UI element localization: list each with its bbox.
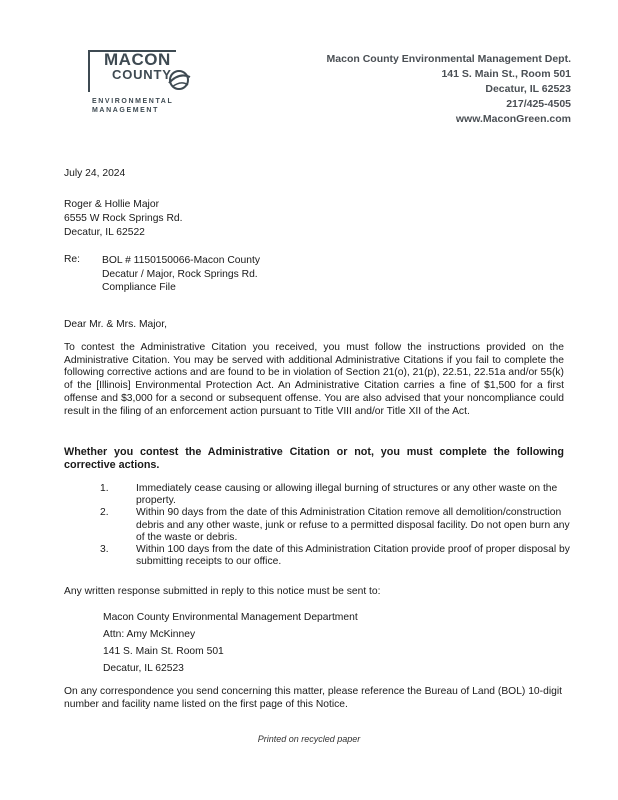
recipient-address	[64, 198, 182, 240]
list-item	[100, 507, 570, 544]
logo-subtitle	[92, 97, 173, 115]
globe-swirl-icon	[166, 68, 192, 92]
footer-recycled-note: Printed on recycled paper	[257, 734, 361, 744]
re-line-site: Decatur / Major, Rock Springs Rd.	[102, 268, 258, 280]
re-line-bol: BOL # 1150150066-Macon County	[102, 255, 260, 266]
logo-environmental-text: ENVIRONMENTAL	[92, 98, 174, 105]
response-instructions: Any written response submitted in reply to this notice must be sent to:	[64, 586, 381, 597]
logo-macon-text: MACON	[104, 50, 171, 69]
list-item-text: Within 100 days from the date of this Administration Citation provide proof of proper disposal by submitting receipts to our office.	[136, 544, 570, 568]
re-subject	[102, 254, 260, 295]
recipient-city: Decatur, IL 62522	[64, 227, 145, 238]
logo-county-text: COUNTY	[112, 67, 172, 82]
response-street: 141 S. Main St. Room 501	[103, 646, 224, 657]
re-label: Re:	[64, 254, 81, 265]
list-item-number: 1.	[100, 483, 109, 494]
salutation: Dear Mr. & Mrs. Major,	[64, 319, 167, 330]
re-line-file: Compliance File	[102, 282, 176, 293]
recipient-street: 6555 W Rock Springs Rd.	[64, 213, 183, 224]
list-item-text: Within 90 days from the date of this Administration Citation remove all demolition/construction debris and any other waste, junk or refuse to a permitted disposal facility. Do not open burn any of the waste or debris.	[136, 507, 570, 543]
logo-management-text: MANAGEMENT	[92, 107, 159, 114]
list-item	[100, 544, 570, 568]
letterhead-web: www.MaconGreen.com	[455, 113, 571, 125]
letter-date: July 24, 2024	[64, 168, 126, 179]
response-address	[103, 609, 358, 677]
list-item	[100, 483, 570, 507]
corrective-actions-heading: Whether you contest the Administrative Citation or not, you must complete the following corrective actions.	[64, 446, 564, 471]
letterhead-address	[327, 52, 571, 127]
recipient-name: Roger & Hollie Major	[64, 199, 159, 210]
list-item-text: Immediately cease causing or allowing illegal burning of structures or any other waste on the property.	[136, 483, 558, 507]
response-city: Decatur, IL 62523	[103, 663, 184, 674]
list-item-number: 2.	[100, 507, 109, 519]
letterhead-street: 141 S. Main St., Room 501	[441, 68, 571, 80]
letterhead-phone: 217/425-4505	[506, 98, 571, 110]
response-attn: Attn: Amy McKinney	[103, 629, 196, 640]
letterhead-city: Decatur, IL 62523	[485, 83, 571, 95]
response-dept: Macon County Environmental Management Department	[103, 612, 358, 623]
body-paragraph: To contest the Administrative Citation you received, you must follow the instructions provided on the Administrative Citation. You may be served with additional Administrative Citations if you fail to complete the following corrective actions and are found to be in violation of Section 21(o), 21(p), 22.51, 22.51a and/or 55(k) of the [Illinois] Environmental Protection Act. An Administrative Citation carries a fine of $1,500 for a first offense and $3,000 for a second or subsequent offense. You are also advised that your noncompliance could result in the filing of an enforcement action pursuant to Title VIII and/or Title XII of the Act.	[64, 342, 564, 417]
corrective-actions-list	[100, 483, 570, 568]
correspondence-note: On any correspondence you send concerning this matter, please reference the Bureau of Land (BOL) 10-digit number and facility name listed on the first page of this Notice.	[64, 686, 562, 710]
list-item-number: 3.	[100, 544, 109, 556]
letterhead-dept: Macon County Environmental Management Dept.	[326, 53, 571, 65]
macon-county-logo	[82, 48, 192, 124]
